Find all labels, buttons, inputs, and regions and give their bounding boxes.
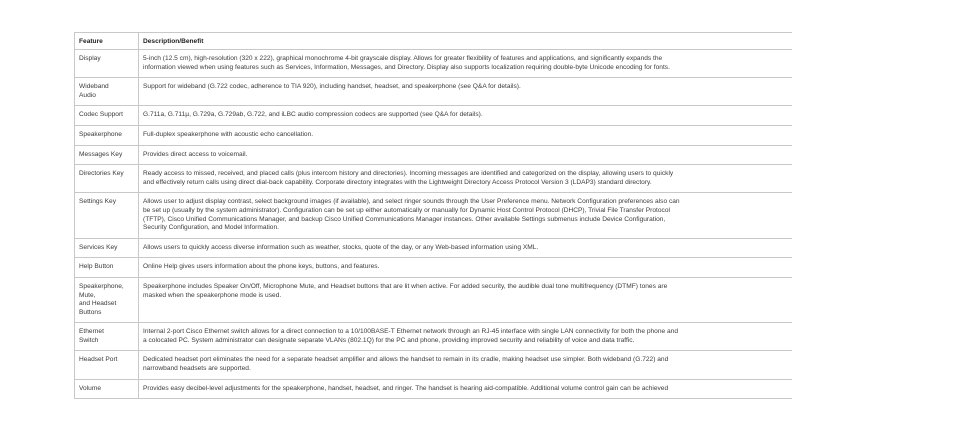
description-cell	[139, 50, 793, 78]
feature-text: Headset Port	[79, 356, 118, 364]
feature-text: Switch	[79, 336, 99, 344]
feature-cell	[75, 78, 139, 106]
description-cell	[139, 78, 793, 106]
table-row	[75, 145, 793, 165]
feature-cell	[75, 50, 139, 78]
feature-cell	[75, 193, 139, 238]
description-text: (TFTP), Cisco Unified Communications Manager, and backup Cisco Unified Communications Manager instances. Other available Settings submenus include Device Configuration,	[143, 215, 666, 223]
header-feature: Feature	[75, 33, 139, 50]
feature-text: Mute,	[79, 291, 96, 299]
description-cell	[139, 145, 793, 165]
table-row	[75, 106, 793, 126]
feature-text: Directories Key	[79, 170, 124, 178]
table-row	[75, 258, 793, 278]
description-text: Internal 2-port Cisco Ethernet switch allows for a direct connection to a 10/100BASE-T Ethernet network through an RJ-45 interface with single LAN connectivity for both the phone and	[143, 328, 678, 336]
description-text: be set up (usually by the system administrator). Configuration can be set up either automatically or manually for Dynamic Host Control Protocol (DHCP), Trivial File Transfer Protocol	[143, 206, 670, 214]
feature-cell	[75, 106, 139, 126]
description-cell	[139, 258, 793, 278]
description-text: masked when the speakerphone mode is used.	[143, 291, 282, 299]
feature-cell	[75, 323, 139, 351]
feature-cell	[75, 145, 139, 165]
feature-spec-table	[74, 32, 792, 399]
feature-text: Help Button	[79, 263, 114, 271]
feature-cell	[75, 351, 139, 379]
description-text: Support for wideband (G.722 codec, adherence to TIA 920), including handset, headset, and speakerphone (see Q&A for details).	[143, 83, 521, 91]
table-row	[75, 379, 793, 399]
description-text: Ready access to missed, received, and placed calls (plus intercom history and directories). Incoming messages are identified and categorized on the display, allowing users to quickly	[143, 170, 674, 178]
description-text: Provides direct access to voicemail.	[143, 150, 248, 158]
description-cell	[139, 323, 793, 351]
feature-cell	[75, 238, 139, 258]
feature-text: Audio	[79, 91, 96, 99]
description-cell	[139, 125, 793, 145]
description-cell	[139, 379, 793, 399]
description-text: and effectively return calls using direct dial-back capability. Corporate directory integrates with the Lightweight Directory Access Protocol Version 3 (LDAP3) standard directory.	[143, 178, 652, 186]
feature-text: Speakerphone	[79, 130, 122, 138]
table-row	[75, 238, 793, 258]
feature-text: Ethernet	[79, 328, 104, 336]
table-row	[75, 165, 793, 193]
table-row	[75, 193, 793, 238]
description-text: Speakerphone includes Speaker On/Off, Microphone Mute, and Headset buttons that are lit when active. For added security, the audible dual tone multifrequency (DTMF) tones are	[143, 282, 668, 290]
table-body	[75, 50, 793, 399]
feature-text: Buttons	[79, 308, 102, 316]
feature-text: Codec Support	[79, 111, 123, 119]
description-text: 5-inch (12.5 cm), high-resolution (320 x 222), graphical monochrome 4-bit grayscale display. Allows for greater flexibility of features and applications, and significantly expands the	[143, 55, 663, 62]
feature-text: and Headset	[79, 300, 117, 308]
table-header-row	[75, 33, 793, 50]
feature-text: Messages Key	[79, 150, 123, 158]
description-text: a colocated PC. System administrator can designate separate VLANs (802.1Q) for the PC and phone, providing improved security and reliability of voice and data traffic.	[143, 336, 635, 344]
header-description: Description/Benefit	[139, 33, 793, 50]
feature-cell	[75, 165, 139, 193]
description-text: Security Configuration, and Model Information.	[143, 224, 279, 232]
description-cell	[139, 165, 793, 193]
description-text: Full-duplex speakerphone with acoustic echo cancellation.	[143, 130, 314, 138]
feature-cell	[75, 258, 139, 278]
description-text: Dedicated headset port eliminates the need for a separate headset amplifier and allows the handset to remain in its cradle, making headset use simpler. Both wideband (G.722) and	[143, 356, 669, 364]
description-cell	[139, 238, 793, 258]
table-row	[75, 78, 793, 106]
description-text: narrowband headsets are supported.	[143, 365, 251, 373]
feature-text: Volume	[79, 384, 101, 392]
feature-text: Wideband	[79, 83, 109, 91]
table-row	[75, 125, 793, 145]
table-row	[75, 277, 793, 322]
feature-text: Display	[79, 55, 101, 62]
description-cell	[139, 277, 793, 322]
spec-table-container	[74, 32, 792, 400]
description-text: Allows users to quickly access diverse information such as weather, stocks, quote of the day, or any Web-based information using XML.	[143, 243, 539, 251]
feature-cell	[75, 379, 139, 399]
feature-cell	[75, 125, 139, 145]
description-text: G.711a, G.711µ, G.729a, G.729ab, G.722, and iLBC audio compression codecs are supported (see Q&A for details).	[143, 111, 483, 119]
description-text: information viewed when using features such as Services, Information, Messages, and Directory. Display also supports localization requiring double-byte Unicode encoding for fonts.	[143, 63, 670, 71]
feature-text: Services Key	[79, 243, 118, 251]
description-cell	[139, 193, 793, 238]
description-cell	[139, 106, 793, 126]
description-cell	[139, 351, 793, 379]
table-row	[75, 50, 793, 78]
feature-cell	[75, 277, 139, 322]
table-row	[75, 351, 793, 379]
description-text: Provides easy decibel-level adjustments for the speakerphone, handset, headset, and ringer. The handset is hearing aid-compatible. Additional volume control gain can be achieved	[143, 384, 669, 392]
feature-text: Settings Key	[79, 198, 117, 206]
feature-text: Speakerphone,	[79, 282, 124, 290]
description-text: Online Help gives users information about the phone keys, buttons, and features.	[143, 263, 380, 271]
description-text: Allows user to adjust display contrast, select background images (if available), and select ringer sounds through the User Preference menu. Network Configuration preferences also can	[143, 198, 680, 206]
table-row	[75, 323, 793, 351]
